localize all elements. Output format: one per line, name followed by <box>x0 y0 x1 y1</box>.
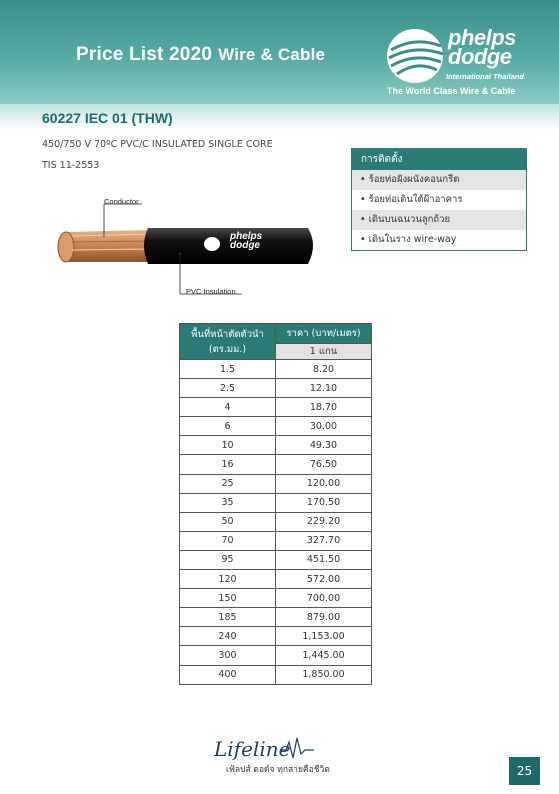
table-row <box>180 627 372 646</box>
cell-size: 25 <box>180 474 276 493</box>
table-row <box>180 379 372 398</box>
cell-size: 1.5 <box>180 360 276 379</box>
cell-price: 327.70 <box>276 531 372 550</box>
cell-size: 6 <box>180 417 276 436</box>
column-header-size-line2: (ตร.มม.) <box>208 343 247 355</box>
cell-size: 16 <box>180 455 276 474</box>
lifeline-logo <box>210 734 360 764</box>
brand-line2: dodge <box>448 44 512 69</box>
table-row <box>180 436 372 455</box>
cable-brand-line1: phelps <box>230 231 263 242</box>
cell-price: 1,445.00 <box>276 646 372 665</box>
cell-price: 700.00 <box>276 589 372 608</box>
cell-price: 30.00 <box>276 417 372 436</box>
cable-illustration <box>52 192 332 302</box>
column-header-size <box>180 324 276 360</box>
lifeline-wordmark: Lifeline <box>214 737 291 761</box>
column-header-size-line1: พื้นที่หน้าตัดตัวนำ <box>191 328 264 340</box>
installation-item: • ร้อยท่อฝังผนังคอนกรีต <box>352 170 526 190</box>
product-standard: TIS 11-2553 <box>42 160 100 171</box>
product-code: 60227 IEC 01 (THW) <box>42 110 173 126</box>
table-row <box>180 493 372 512</box>
cell-price: 1,153.00 <box>276 627 372 646</box>
cell-size: 10 <box>180 436 276 455</box>
brand-sub: International Thailand <box>446 72 524 81</box>
brand-wordmark <box>448 25 516 69</box>
cell-price: 572.00 <box>276 570 372 589</box>
cell-size: 70 <box>180 531 276 550</box>
cable-brand <box>230 232 262 250</box>
cell-size: 240 <box>180 627 276 646</box>
pvc-insulation <box>144 228 313 264</box>
table-row <box>180 360 372 379</box>
cell-size: 95 <box>180 550 276 569</box>
table-row <box>180 398 372 417</box>
table-row <box>180 608 372 627</box>
installation-heading: การติดตั้ง <box>352 149 526 170</box>
table-row <box>180 455 372 474</box>
cell-price: 8.20 <box>276 360 372 379</box>
cell-price: 76.50 <box>276 455 372 474</box>
conductor-label: Conductor <box>104 197 139 206</box>
pvc-insulation-label: PVC Insulation <box>186 287 236 296</box>
brand-line1: phelps <box>448 25 516 50</box>
cable-brand-line2: dodge <box>230 240 260 251</box>
cell-size: 185 <box>180 608 276 627</box>
table-row <box>180 665 372 684</box>
cell-price: 229.20 <box>276 512 372 531</box>
cell-price: 120.00 <box>276 474 372 493</box>
installation-box <box>351 148 527 251</box>
product-spec: 450/750 V 70ºC PVC/C INSULATED SINGLE CORE <box>42 139 273 150</box>
cell-size: 4 <box>180 398 276 417</box>
table-row <box>180 570 372 589</box>
installation-item: • ร้อยท่อเดินใต้ฝ้าอาคาร <box>360 194 463 205</box>
cell-price: 451.50 <box>276 550 372 569</box>
cell-price: 49.30 <box>276 436 372 455</box>
installation-item: • เดินบนฉนวนลูกถ้วย <box>352 210 526 230</box>
page-number: 25 <box>509 757 540 785</box>
page-title <box>76 44 325 66</box>
table-row <box>180 646 372 665</box>
cell-price: 12.10 <box>276 379 372 398</box>
cell-size: 2.5 <box>180 379 276 398</box>
cell-size: 35 <box>180 493 276 512</box>
cell-price: 170.50 <box>276 493 372 512</box>
column-header-core: 1 แกน <box>276 344 372 360</box>
cell-price: 879.00 <box>276 608 372 627</box>
cell-size: 300 <box>180 646 276 665</box>
cell-size: 50 <box>180 512 276 531</box>
column-header-price: ราคา (บาท/เมตร) <box>276 324 372 344</box>
cell-size: 120 <box>180 570 276 589</box>
title-main: Price List 2020 <box>76 44 213 65</box>
cell-size: 150 <box>180 589 276 608</box>
cell-price: 1,850.00 <box>276 665 372 684</box>
footer-tagline: เฟ้ลปส์ ดอด์จ ทุกสายคือชีวิต <box>226 765 330 775</box>
price-table <box>179 323 372 685</box>
cell-price: 18.70 <box>276 398 372 417</box>
table-row <box>180 531 372 550</box>
table-row <box>180 550 372 569</box>
table-row <box>180 512 372 531</box>
table-row <box>180 474 372 493</box>
installation-item: • เดินในราง wire-way <box>360 234 457 245</box>
cell-size: 400 <box>180 665 276 684</box>
tagline: The World Class Wire & Cable <box>387 86 516 96</box>
table-row <box>180 589 372 608</box>
title-sub: Wire & Cable <box>218 45 326 64</box>
table-row <box>180 417 372 436</box>
